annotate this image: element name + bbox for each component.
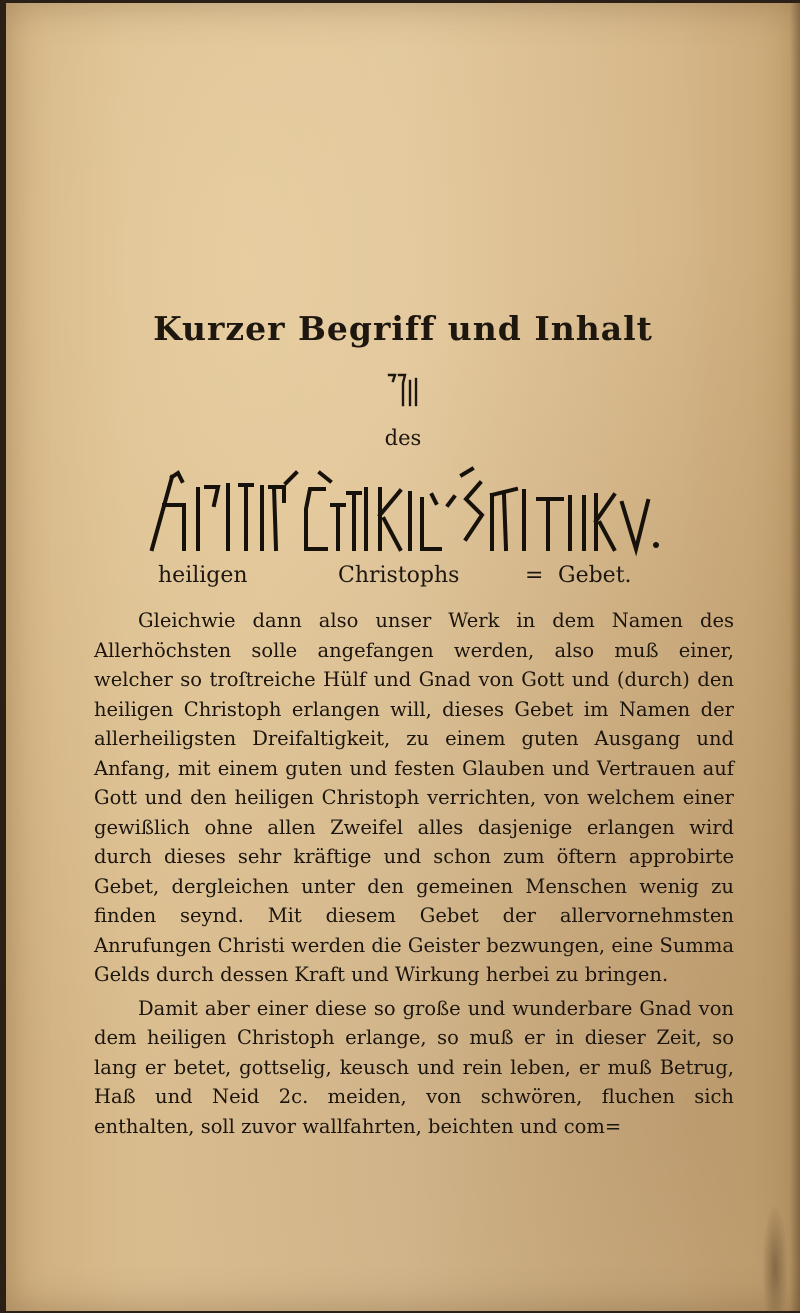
- caption-gebet: Gebet.: [558, 563, 632, 588]
- paragraph-2: Damit aber einer diese so große und wunderbare Gnad von dem heiligen Christoph erlange, so muß er in dieser Zeit, so lang er betet, gottselig, keusch und rein leben, er muß Betrug, Haß und Neid 2c. meiden, von schwören, fluchen sich enthalten, soll zuvor wallfahrten, beichten und com=: [94, 996, 734, 1138]
- book-page: [6, 3, 800, 1311]
- rune-captions: [158, 563, 638, 595]
- page-edge-shadow: [790, 3, 800, 1311]
- caption-christophs: Christophs: [338, 563, 460, 588]
- page-title: Kurzer Begriff und Inhalt: [153, 309, 653, 348]
- caption-heiligen: heiligen: [158, 563, 248, 588]
- paragraph-1: Gleichwie dann also unser Werk in dem Namen des Allerhöchsten solle angefangen werden, also muß einer, welcher so troſtreiche Hülf und Gnad von Gott und (durch) den heiligen Christoph erlangen will, dieses Gebet im Namen der allerheiligsten Dreifaltigkeit, zu einem guten Ausgang und Anfang, mit einem guten und festen Glauben und Vertrauen auf Gott und den heiligen Christoph verrichten, von welchem einer gewißlich ohne allen Zweifel alles dasjenige erlangen wird durch dieses sehr kräftige und schon zum öftern approbirte Gebet, dergleichen unter den gemeinen Menschen wenig zu finden seynd. Mit diesem Gebet der allervornehmsten Anrufungen Christi werden die Geister bezwungen, eine Summa Gelds durch dessen Kraft und Wirkung herbei zu bringen.: [94, 609, 734, 986]
- rune-inscription: [144, 465, 704, 569]
- page-smudge: [762, 1203, 788, 1313]
- body-text: [94, 606, 734, 1141]
- caption-separator: =: [525, 563, 544, 588]
- article-des: des: [384, 426, 422, 450]
- small-rune-glyph: [6, 371, 800, 413]
